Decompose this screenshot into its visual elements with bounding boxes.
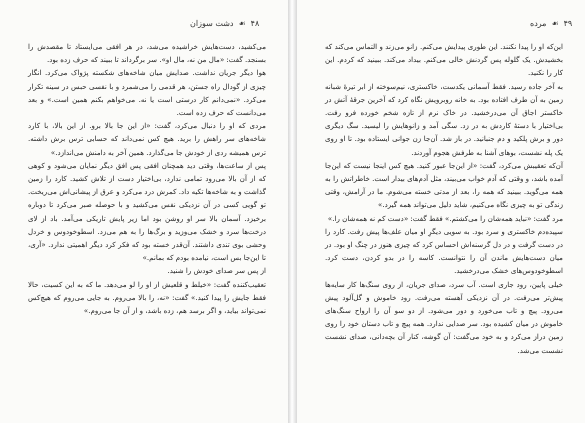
paragraph: از پس سر صدای خودش را شنید. bbox=[167, 266, 266, 276]
left-page bbox=[0, 0, 288, 423]
ornament-icon: ☙ bbox=[551, 18, 559, 28]
left-page-body bbox=[28, 40, 266, 317]
paragraph: آن‌که تعقیبش می‌کرد، گفت: «از این‌جا عبور کنید. هیچ کس اینجا نیست که این‌جا آمده باشد، و وقتی که آدم خواب می‌بیند، مثل آدم‌های بیدار است. خاطراتش را به همه می‌گوید. ببینید که همه را، بعد از مدتی خسته می‌شوم. ما در آرامش، وقتی زندگی تو به چیزی نگاه می‌کنیم، شاید دلیل می‌تواند همه گیرد.» bbox=[325, 160, 563, 210]
right-page-header bbox=[530, 16, 572, 30]
right-page-body bbox=[325, 40, 563, 357]
paragraph: به آخر جاده رسید. فقط آسمانی یکدست، خاکستری، نیم‌سوخته از ابر تیرهٔ شبانه زمین به آن طرف افتاده بود. به خانه روبرویش نگاه کرد که آخرین جرقهٔ آتش در خاکستر اجاق آن می‌درخشید. در خاک نرم از تازه شخم خورده فرو رفت. بی‌اختیار با دستهٔ کاردش به در زد. سگی آمد و زانوهایش را لیسید. سگ دیگری دور و برش پلکید و دم جنبانید. در باز شد. آن‌جا زن جوانی ایستاده بود. تا او روی یک پله نشست، بوهای آشنا به طرفش هجوم آوردند. bbox=[325, 81, 563, 157]
paragraph: پس از ساعت‌ها، وقتی دید همچنان افقی پس افق دیگر نمایان می‌شود و کوهی که از آن بالا می‌رود تمامی ندارد، بی‌اختیار دست از تلاش کشید. کارد را زمین گذاشت و به شاخه‌ها تکیه داد. کمرش درد می‌کرد و عرق از پیشانی‌اش می‌ریخت. تو گویی کسی در آن نزدیکی نفس می‌کشید و با حوصله صبر می‌کرد تا دوباره برخیزد. آسمان بالا سر او روشن بود اما زیر پایش تاریکی می‌آمد. باد از لای درخت‌ها سرد و خشک می‌وزید و برگ‌ها را به هم می‌زد. اسطوخودوس و خردل وحشی بوی تندی داشتند. آن‌قدر خسته بود که فکر کرد دیگر اهمیتی ندارد. «آری، تا این‌جا بس است، نیامده بودم که بمانم.» bbox=[28, 160, 266, 263]
book-gutter bbox=[288, 0, 297, 423]
running-title: مرده bbox=[530, 18, 547, 28]
running-title: دشت سوزان bbox=[190, 18, 234, 28]
page-number: ۴۹ bbox=[563, 18, 573, 28]
right-page bbox=[297, 0, 585, 423]
ornament-icon: ☙ bbox=[238, 18, 246, 28]
paragraph: مردی که او را دنبال می‌کرد، گفت: «از این جا بالا برو. از این بالا، با کارد شاخه‌های سر راهش را برید. هیچ کس نمی‌داند که حسابی ترس برش داشته. ترس همیشه ردی از خودش جا می‌گذارد. همین آخر به دامنش می‌اندازد.» bbox=[28, 121, 266, 157]
paragraph: تعقیب‌کننده گفت: «خیلط و قلعیش از او را لو می‌دهد. ما که به این کسیت، حالا فقط جایش را پیدا کنید.» گفت: «نه، را بالا می‌روم. به جایی می‌روم که هیچ‌کس نمی‌تواند بیاید، و اگر برسد هم، زده باشد، و از آن جا می‌روم.» bbox=[28, 279, 266, 316]
page-number: ۴۸ bbox=[250, 18, 260, 28]
paragraph: خیلی پایین، رود جاری است. آب سرد، صدای جریان، از روی سنگ‌ها کار سایه‌ها پیش‌تر می‌رفت. در آن نزدیکی آهسته می‌رفت. رود خاموش و گل‌آلود پیش می‌رود. پیچ و تاب می‌خورد و دور می‌شود. از دو سو آن را ارواح سنگ‌های خاموش در میان کشیده بود. سر صدایی ندارد. همه پیچ و تاب دستان خود را روی زمین دراز می‌کرد و به خود می‌گفت: آن گوشه، کنار آن بچه‌دانی، صدای نشست نشست می‌شد. bbox=[325, 279, 563, 355]
paragraph: می‌کشید، دست‌هایش خراشیده می‌شد، در هر افقی می‌ایستاد تا مقصدش را بسنجد. گفت: «مال من نه، مال او». سر برگرداند تا ببیند که حرف زده بود. bbox=[28, 42, 266, 65]
paragraph: مرد گفت: «نباید همه‌شان را می‌کشتم.» فقط گفت: «دست کم نه همه‌شان را.» bbox=[327, 213, 563, 223]
paragraph: این‌که او را پیدا نکنند. این طوری پیدایش می‌کنم. زانو می‌زند و التماس می‌کند که بخشیدش. یک گلوله پس گردنش خالی می‌کنم. بیداد می‌کند. ببینید که کردم. این کار را نکنید. bbox=[325, 42, 563, 78]
left-page-header bbox=[190, 16, 259, 30]
paragraph: سپیده‌دم خاکستری و سرد بود. به سویی دیگرِ او میان علف‌ها پیش رفت. کارد را در دست گرفت و در دل گرسنه‌اش احساس کرد که چیزی هنوز در چنگ او بود. در میان دست‌هایش ماندن آن را نتوانست. کاسه را در بدو کردن، دست کرد. اسطوخودوس‌های خشک می‌درخشید. bbox=[325, 226, 563, 276]
paragraph: هوا دیگر جریان نداشت. صدایش میان شاخه‌های شکسته پژواک می‌کرد. انگار چیزی از گودال راه جستن، هر قدمی را می‌شمرد و با نفسی حبس در سینه تکرار می‌کرد. «نمی‌دانم کار درستی است یا نه. می‌خواهم بکنم همین است.» و بعد می‌دانست که حرف زده است. bbox=[28, 68, 266, 118]
